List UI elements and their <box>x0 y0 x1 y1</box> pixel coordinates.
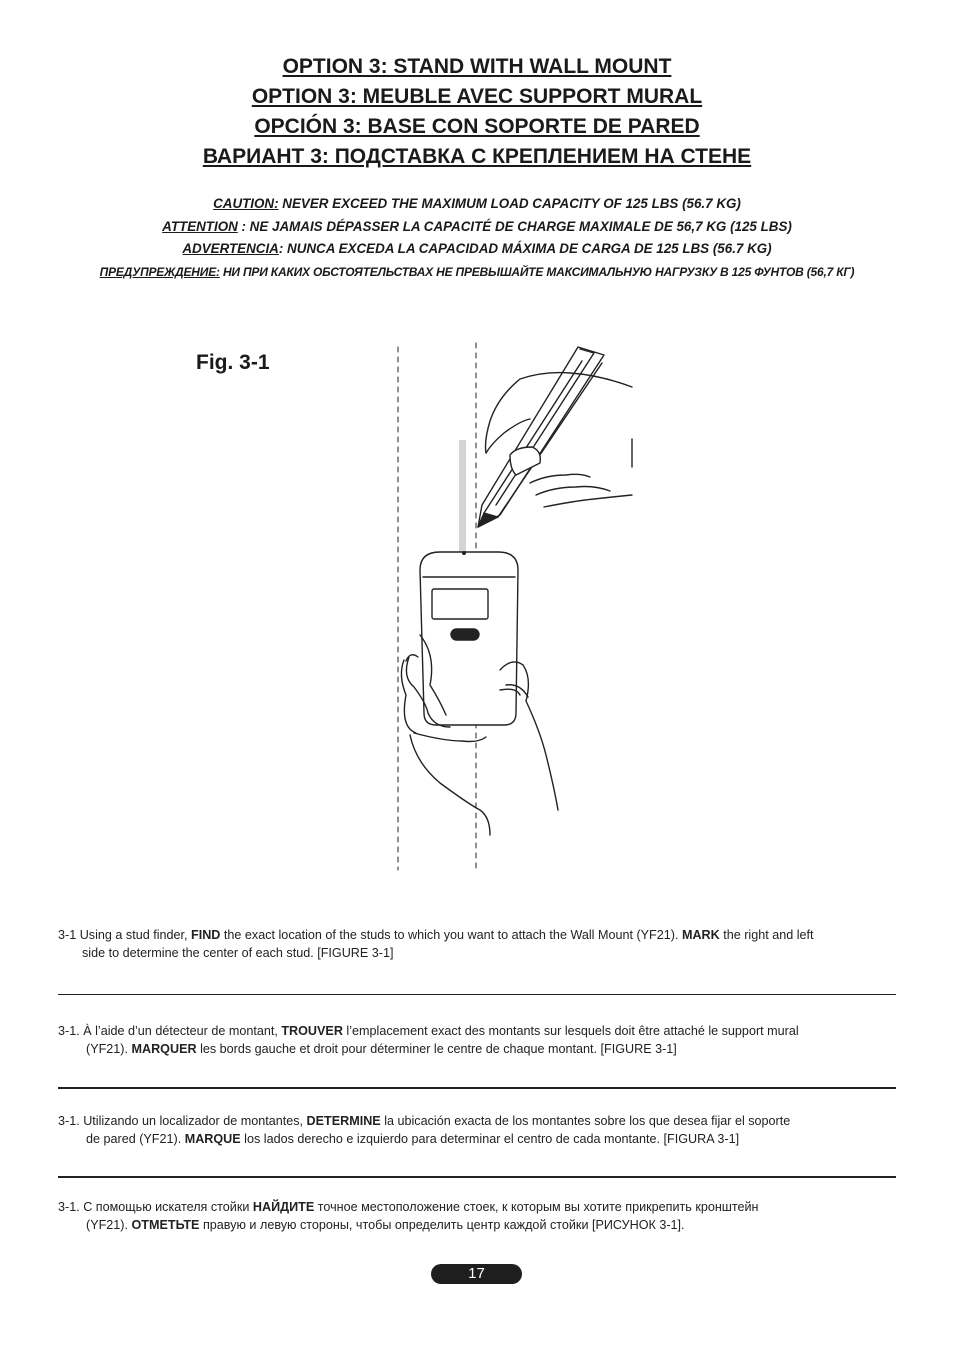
step-text: the exact location of the studs to which you want to attach the Wall Mount (YF21). <box>220 928 682 942</box>
instruction-line: side to determine the center of each stud. [FIGURE 3-1] <box>82 945 394 960</box>
instruction-line <box>58 1199 898 1217</box>
step-text: de pared (YF21). <box>86 1131 185 1146</box>
caution-es <box>0 238 954 261</box>
step-text: l’emplacement exact des montants sur lesquels doit être attaché le support mural <box>342 1024 799 1038</box>
keyword-naydite: НАЙДИТЕ <box>252 1200 315 1214</box>
caution-en <box>0 193 954 216</box>
caution-fr <box>0 216 954 239</box>
step-text: the right and left <box>719 928 814 942</box>
keyword-marque: MARQUE <box>184 1131 241 1146</box>
step-text: les bords gauche et droit pour déterminer le centre de chaque montant. [FIGURE 3-1] <box>196 1041 677 1056</box>
keyword-marquer: MARQUER <box>131 1041 197 1056</box>
caution-label: ATTENTION <box>162 218 238 234</box>
caution-text: NEVER EXCEED THE MAXIMUM LOAD CAPACITY OF 125 LBS (56.7 KG) <box>278 196 741 211</box>
instruction-line <box>58 1131 898 1149</box>
title-ru: ВАРИАНТ 3: ПОДСТАВКА С КРЕПЛЕНИЕМ НА СТЕНЕ <box>202 145 752 168</box>
stud-finder-device <box>420 551 518 725</box>
caution-block <box>0 193 954 283</box>
pencil-hand <box>478 347 632 527</box>
caution-label: ПРЕДУПРЕЖДЕНИЕ: <box>99 264 220 279</box>
instruction-es <box>58 1113 898 1148</box>
page-titles <box>0 52 954 172</box>
title-fr: OPTION 3: MEUBLE AVEC SUPPORT MURAL <box>251 85 703 108</box>
step-text: los lados derecho e izquierdo para determinar el centro de cada montante. [FIGURA 3-1] <box>240 1131 740 1146</box>
section-divider <box>58 1176 896 1178</box>
title-es: OPCIÓN 3: BASE CON SOPORTE DE PARED <box>254 115 700 138</box>
keyword-determine: DETERMINE <box>306 1114 381 1128</box>
step-prefix: 3-1. С помощью искателя стойки <box>58 1200 253 1214</box>
figure-label: Fig. 3-1 <box>196 351 270 374</box>
step-text: точное местоположение стоек, к которым вы хотите прикрепить кронштейн <box>314 1200 759 1214</box>
section-divider <box>58 994 896 995</box>
step-text: (YF21). <box>86 1041 132 1056</box>
keyword-otmette: ОТМЕТЬТЕ <box>131 1217 200 1232</box>
page-number: 17 <box>431 1264 522 1284</box>
stud-finder-illustration <box>380 335 650 880</box>
step-prefix: 3-1 Using a stud finder, <box>58 928 192 942</box>
title-en: OPTION 3: STAND WITH WALL MOUNT <box>282 55 672 78</box>
caution-ru <box>0 261 954 284</box>
keyword-mark: MARK <box>681 928 720 942</box>
step-prefix: 3-1. À l’aide d’un détecteur de montant, <box>58 1024 282 1038</box>
keyword-find: FIND <box>191 928 221 942</box>
step-text: la ubicación exacta de los montantes sobre los que desea fijar el soporte <box>380 1114 791 1128</box>
instruction-fr <box>58 1023 898 1058</box>
step-text: правую и левую стороны, чтобы определить центр каждой стойки [РИСУНОК 3-1]. <box>199 1217 685 1232</box>
step-text: (YF21). <box>86 1217 132 1232</box>
instruction-line <box>58 1113 898 1131</box>
caution-label: CAUTION: <box>213 196 279 211</box>
caution-text: : NUNCA EXCEDA LA CAPACIDAD MÁXIMA DE CARGA DE 125 LBS (56.7 KG) <box>278 241 772 256</box>
step-prefix: 3-1. Utilizando un localizador de montantes, <box>58 1114 307 1128</box>
caution-label: ADVERTENCIA <box>182 241 279 256</box>
instruction-en <box>58 927 898 962</box>
instruction-line <box>58 1023 898 1041</box>
instruction-line <box>58 1041 898 1059</box>
caution-text: НИ ПРИ КАКИХ ОБСТОЯТЕЛЬСТВАХ НЕ ПРЕВЫШАЙТЕ МАКСИМАЛЬНУЮ НАГРУЗКУ В 125 ФУНТОВ (56,7 КГ) <box>219 264 855 279</box>
section-divider <box>58 1087 896 1089</box>
instruction-line <box>58 1217 898 1235</box>
device-button <box>451 629 479 640</box>
instruction-ru <box>58 1199 898 1234</box>
instruction-line <box>58 927 898 945</box>
caution-text: : NE JAMAIS DÉPASSER LA CAPACITÉ DE CHARGE MAXIMALE DE 56,7 KG (125 LBS) <box>237 218 792 234</box>
keyword-trouver: TROUVER <box>281 1024 343 1038</box>
detector-beam <box>459 440 466 552</box>
